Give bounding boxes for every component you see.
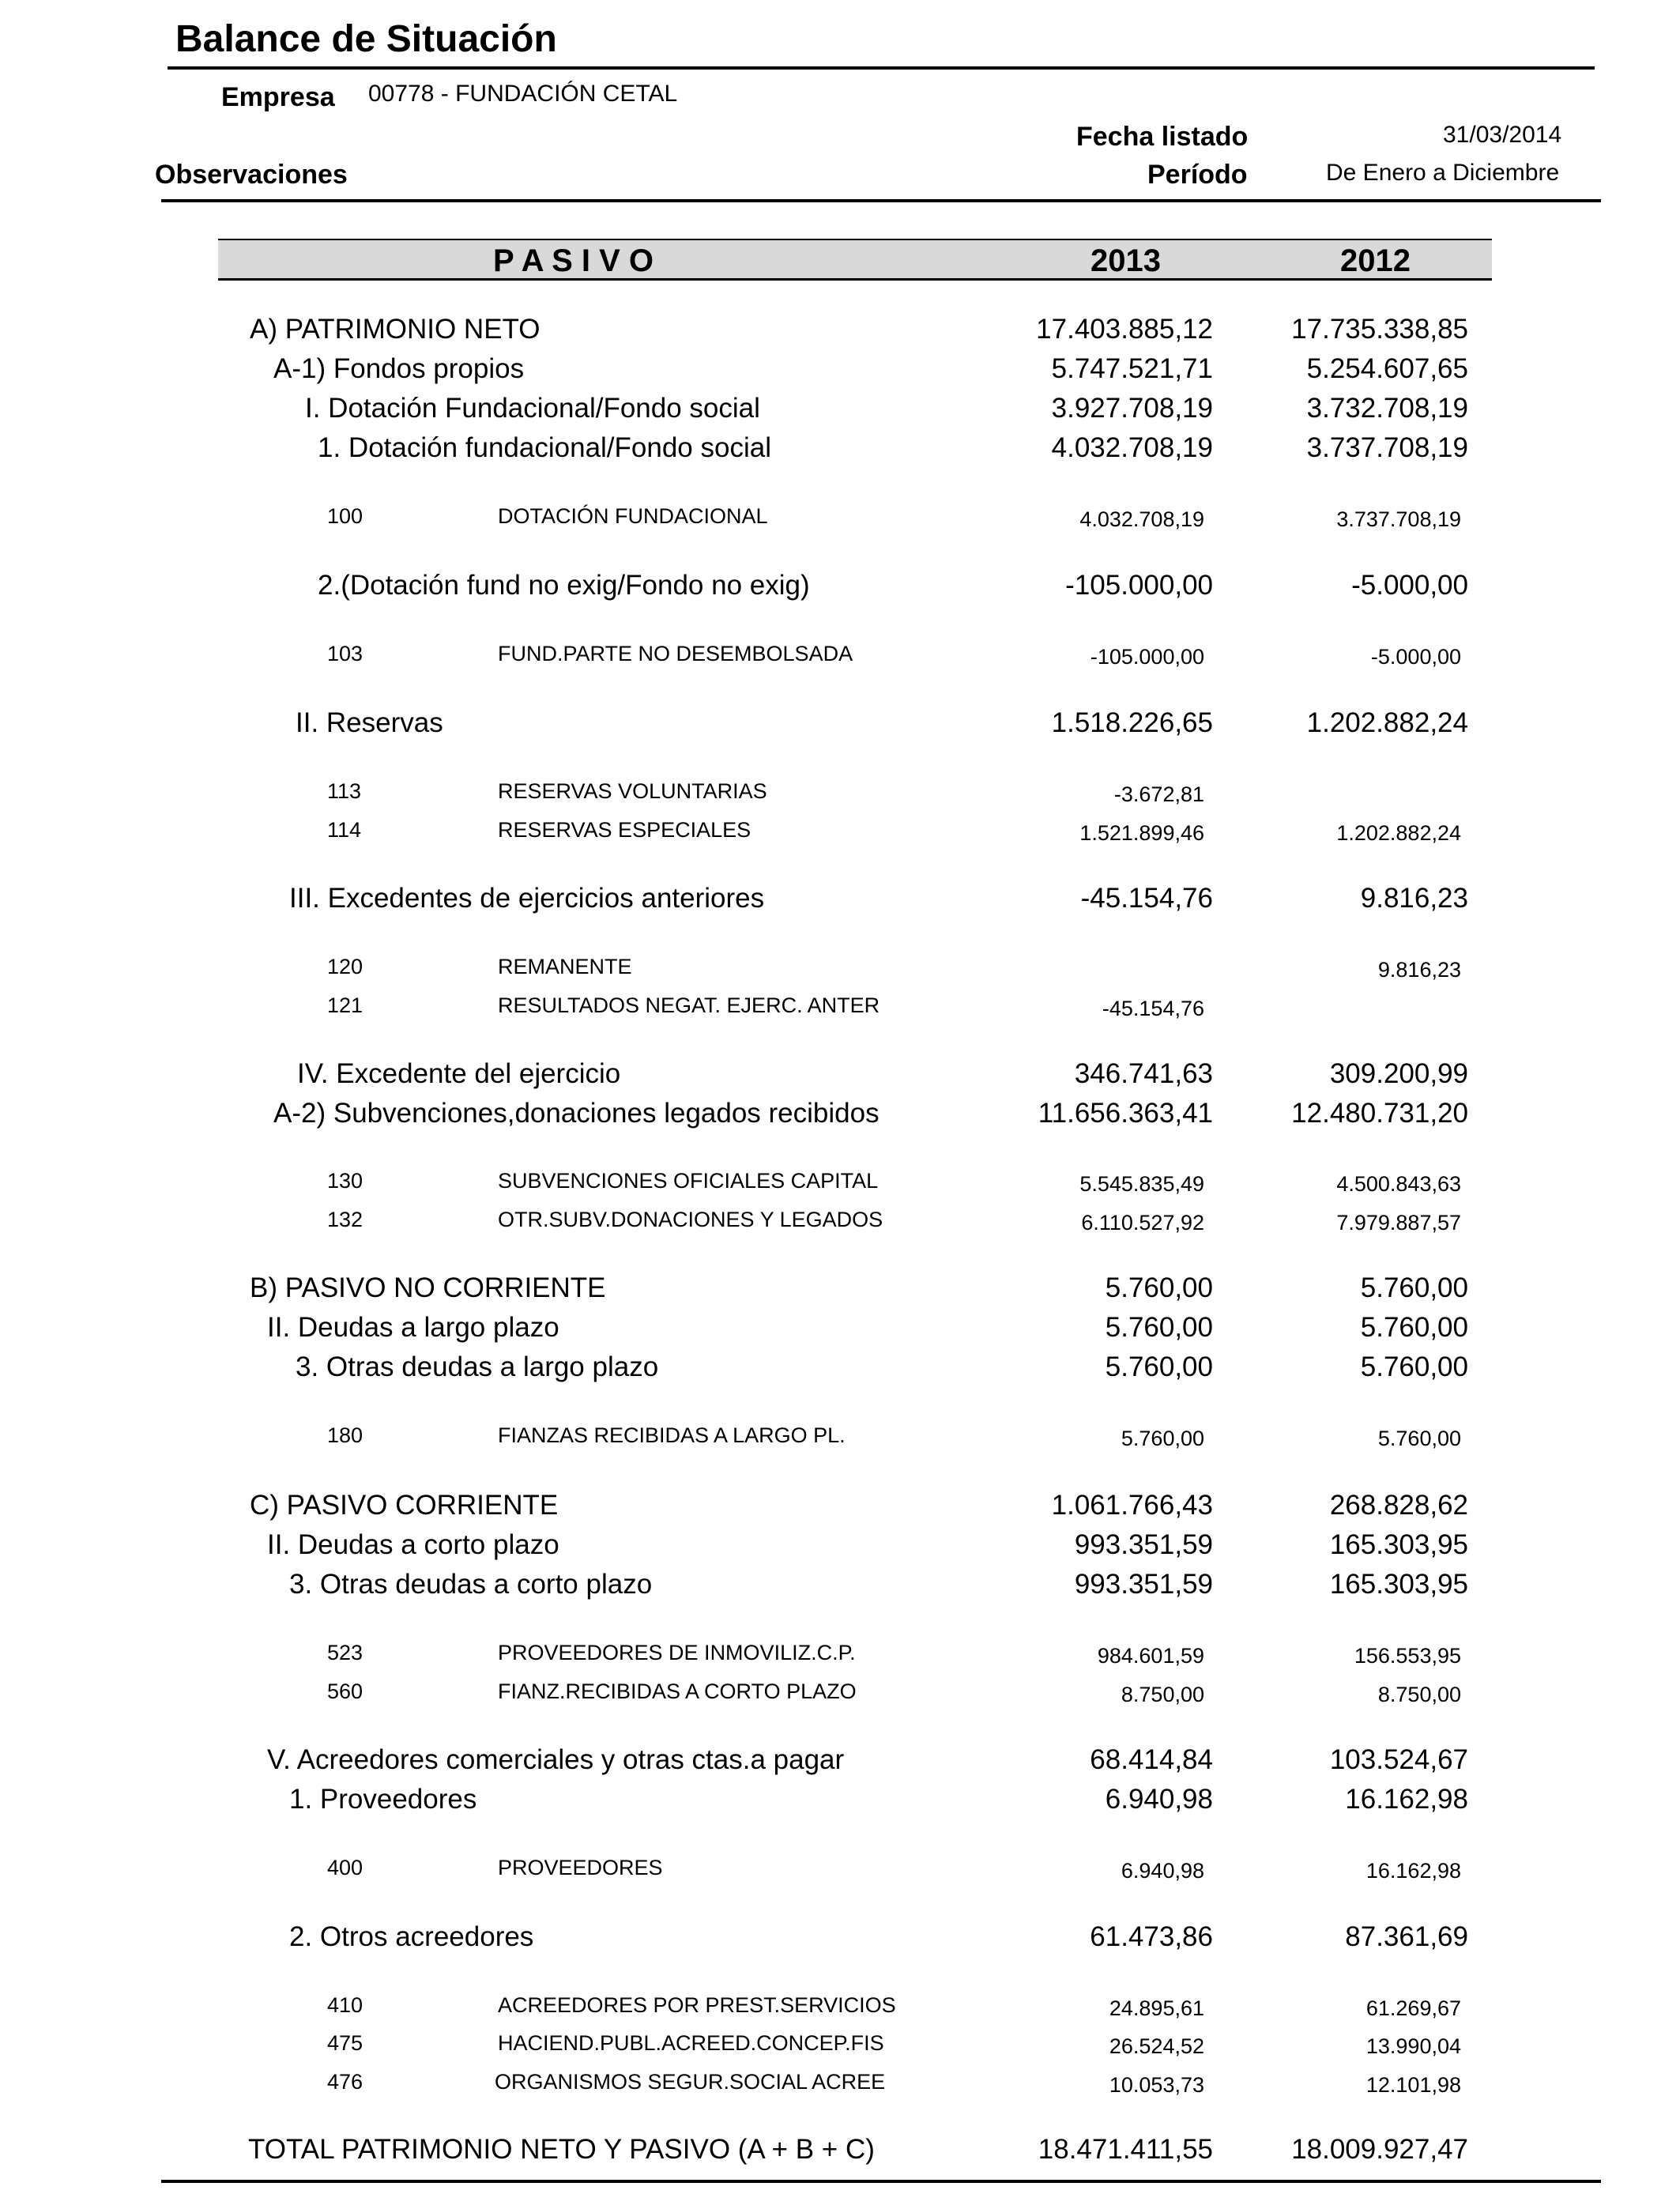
fecha-listado-value: 31/03/2014 xyxy=(1443,122,1562,148)
row-dotacion-fundacional xyxy=(0,393,1680,424)
row-value-2012: 1.202.882,24 xyxy=(1306,707,1468,738)
row-value-2012: 268.828,62 xyxy=(1329,1490,1468,1521)
title-rule xyxy=(168,66,1595,70)
row-label: C) PASIVO CORRIENTE xyxy=(250,1490,559,1521)
account-name: RESERVAS ESPECIALES xyxy=(498,818,751,842)
account-code: 476 xyxy=(327,2070,363,2094)
account-name: RESERVAS VOLUNTARIAS xyxy=(498,779,767,803)
row-value-2013: 346.741,63 xyxy=(1074,1058,1213,1089)
row-label: 3. Otras deudas a corto plazo xyxy=(289,1569,653,1600)
account-name: RESULTADOS NEGAT. EJERC. ANTER xyxy=(498,993,880,1017)
row-label: 1. Proveedores xyxy=(289,1784,477,1815)
detail-row xyxy=(0,2030,1680,2056)
row-value-2012: 309.200,99 xyxy=(1329,1058,1468,1089)
account-name: SUBVENCIONES OFICIALES CAPITAL xyxy=(498,1169,879,1193)
account-name: ORGANISMOS SEGUR.SOCIAL ACREE xyxy=(495,2070,886,2094)
detail-value-2013: -105.000,00 xyxy=(1090,645,1204,669)
account-name: ACREEDORES POR PREST.SERVICIOS xyxy=(498,1993,896,2017)
detail-row xyxy=(0,1168,1680,1196)
row-label: 2. Otros acreedores xyxy=(289,1921,534,1952)
row-dotacion-fondo-social xyxy=(0,432,1680,464)
row-value-2013: 68.414,84 xyxy=(1090,1744,1213,1775)
row-value-2013: -45.154,76 xyxy=(1080,883,1213,914)
detail-value-2013: 4.032.708,19 xyxy=(1079,507,1204,531)
detail-row xyxy=(0,993,1680,1018)
detail-value-2012: 5.760,00 xyxy=(1377,1427,1461,1450)
row-label: IV. Excedente del ejercicio xyxy=(297,1058,621,1089)
detail-value-2012: 4.500.843,63 xyxy=(1336,1172,1461,1196)
detail-value-2012: 1.202.882,24 xyxy=(1336,821,1461,845)
account-name: DOTACIÓN FUNDACIONAL xyxy=(498,504,768,528)
account-code: 132 xyxy=(327,1208,363,1231)
row-value-2012: 18.009.927,47 xyxy=(1291,2134,1468,2165)
row-excedente-ejercicio xyxy=(0,1058,1680,1090)
row-value-2012: 5.254.607,65 xyxy=(1306,353,1468,384)
band-bottom-rule xyxy=(218,278,1492,281)
detail-row xyxy=(0,1679,1680,1704)
account-name: PROVEEDORES DE INMOVILIZ.C.P. xyxy=(498,1641,856,1664)
row-value-2013: 3.927.708,19 xyxy=(1051,393,1213,424)
account-name: FIANZAS RECIBIDAS A LARGO PL. xyxy=(498,1423,846,1447)
detail-value-2013: -45.154,76 xyxy=(1102,997,1204,1020)
detail-row xyxy=(0,954,1680,982)
row-deudas-corto-plazo xyxy=(0,1529,1680,1561)
account-name: FUND.PARTE NO DESEMBOLSADA xyxy=(498,642,853,665)
row-value-2013: 5.747.521,71 xyxy=(1051,353,1213,384)
detail-value-2012: 8.750,00 xyxy=(1377,1683,1461,1706)
detail-value-2013: 6.110.527,92 xyxy=(1081,1211,1204,1235)
row-pasivo-corriente xyxy=(0,1490,1680,1521)
row-label: II. Deudas a largo plazo xyxy=(267,1312,559,1343)
empresa-value: 00778 - FUNDACIÓN CETAL xyxy=(368,81,678,107)
detail-value-2013: 6.940,98 xyxy=(1121,1859,1204,1883)
row-value-2013: 5.760,00 xyxy=(1105,1351,1213,1382)
account-code: 114 xyxy=(327,818,362,842)
account-code: 400 xyxy=(327,1856,363,1879)
row-value-2013: 4.032.708,19 xyxy=(1051,432,1213,463)
empresa-label: Empresa xyxy=(221,82,335,112)
account-name: OTR.SUBV.DONACIONES Y LEGADOS xyxy=(498,1208,883,1231)
row-otras-deudas-largo xyxy=(0,1351,1680,1383)
detail-value-2012: 3.737.708,19 xyxy=(1336,507,1461,531)
account-name: PROVEEDORES xyxy=(498,1856,663,1879)
detail-row xyxy=(0,1423,1680,1448)
detail-row xyxy=(0,817,1680,843)
account-name: HACIEND.PUBL.ACREED.CONCEP.FIS xyxy=(498,2031,884,2055)
row-value-2012: 103.524,67 xyxy=(1329,1744,1468,1775)
row-label: 1. Dotación fundacional/Fondo social xyxy=(318,432,771,463)
account-code: 560 xyxy=(327,1679,363,1703)
detail-value-2013: 1.521.899,46 xyxy=(1079,821,1204,845)
row-value-2012: 16.162,98 xyxy=(1345,1784,1468,1815)
account-code: 121 xyxy=(327,993,363,1017)
row-label: A) PATRIMONIO NETO xyxy=(250,314,541,345)
row-value-2013: 61.473,86 xyxy=(1090,1921,1213,1952)
header-rule xyxy=(161,199,1601,202)
row-value-2012: 5.760,00 xyxy=(1360,1351,1468,1382)
account-code: 120 xyxy=(327,955,363,978)
row-label: A-2) Subvenciones,donaciones legados recibidos xyxy=(273,1098,880,1129)
row-label: V. Acreedores comerciales y otras ctas.a pagar xyxy=(267,1744,845,1775)
detail-value-2013: 10.053,73 xyxy=(1109,2073,1204,2097)
row-excedentes-anteriores xyxy=(0,883,1680,914)
row-acreedores-comerciales xyxy=(0,1744,1680,1776)
row-reservas xyxy=(0,707,1680,739)
row-value-2012: 12.480.731,20 xyxy=(1291,1098,1468,1129)
detail-value-2012: 12.101,98 xyxy=(1365,2073,1461,2097)
row-label: TOTAL PATRIMONIO NETO Y PASIVO (A + B + C) xyxy=(248,2134,875,2165)
detail-row xyxy=(0,1992,1680,2018)
detail-value-2013: 5.545.835,49 xyxy=(1079,1172,1204,1196)
col-2012-heading: 2012 xyxy=(1340,243,1411,278)
detail-row xyxy=(0,778,1680,804)
row-value-2012: 5.760,00 xyxy=(1360,1272,1468,1303)
account-code: 113 xyxy=(327,779,362,803)
detail-value-2013: -3.672,81 xyxy=(1113,782,1204,806)
row-subvenciones xyxy=(0,1098,1680,1129)
row-value-2013: 993.351,59 xyxy=(1074,1529,1213,1560)
detail-row xyxy=(0,503,1680,529)
row-value-2012: 9.816,23 xyxy=(1360,883,1468,914)
row-value-2013: 5.760,00 xyxy=(1105,1272,1213,1303)
page-title: Balance de Situación xyxy=(175,18,557,60)
row-dotacion-no-exig xyxy=(0,570,1680,601)
periodo-value: De Enero a Diciembre xyxy=(1326,160,1560,186)
row-value-2012: 165.303,95 xyxy=(1329,1569,1468,1600)
account-code: 100 xyxy=(327,504,363,528)
detail-value-2012: 9.816,23 xyxy=(1377,958,1461,982)
detail-value-2012: 156.553,95 xyxy=(1354,1644,1461,1668)
detail-value-2013: 24.895,61 xyxy=(1109,1996,1204,2020)
detail-value-2012: 16.162,98 xyxy=(1365,1859,1461,1883)
account-code: 130 xyxy=(327,1169,363,1193)
row-value-2013: 11.656.363,41 xyxy=(1038,1098,1213,1129)
row-value-2012: 3.737.708,19 xyxy=(1306,432,1468,463)
row-value-2012: 165.303,95 xyxy=(1329,1529,1468,1560)
detail-row xyxy=(0,2069,1680,2097)
row-value-2012: 87.361,69 xyxy=(1345,1921,1468,1952)
account-name: REMANENTE xyxy=(498,955,632,978)
row-pasivo-no-corriente xyxy=(0,1272,1680,1304)
row-label: III. Excedentes de ejercicios anteriores xyxy=(289,883,765,914)
row-otros-acreedores xyxy=(0,1921,1680,1953)
row-value-2012: -5.000,00 xyxy=(1351,570,1468,601)
row-label: II. Deudas a corto plazo xyxy=(267,1529,559,1560)
band-top-rule xyxy=(218,239,1492,240)
detail-value-2012: 13.990,04 xyxy=(1365,2034,1461,2058)
detail-value-2013: 984.601,59 xyxy=(1097,1644,1204,1668)
detail-row xyxy=(0,1855,1680,1883)
pasivo-header-band xyxy=(218,239,1492,280)
row-label: 3. Otras deudas a largo plazo xyxy=(296,1351,659,1382)
pasivo-heading: P A S I V O xyxy=(493,243,654,278)
detail-value-2013: 5.760,00 xyxy=(1121,1427,1204,1450)
detail-value-2012: -5.000,00 xyxy=(1370,645,1461,669)
detail-value-2012: 7.979.887,57 xyxy=(1336,1211,1461,1235)
detail-value-2013: 8.750,00 xyxy=(1121,1683,1204,1706)
row-value-2013: 17.403.885,12 xyxy=(1036,314,1213,345)
detail-value-2012: 61.269,67 xyxy=(1365,1996,1461,2020)
observaciones-label: Observaciones xyxy=(155,160,348,190)
row-value-2013: 18.471.411,55 xyxy=(1038,2134,1213,2165)
row-patrimonio-neto xyxy=(0,314,1680,345)
row-label: I. Dotación Fundacional/Fondo social xyxy=(305,393,760,424)
footer-rule xyxy=(161,2180,1601,2183)
row-value-2012: 5.760,00 xyxy=(1360,1312,1468,1343)
detail-row xyxy=(0,1640,1680,1668)
row-fondos-propios xyxy=(0,353,1680,385)
row-value-2013: 5.760,00 xyxy=(1105,1312,1213,1343)
detail-row xyxy=(0,1207,1680,1235)
row-value-2013: 1.518.226,65 xyxy=(1051,707,1213,738)
row-proveedores xyxy=(0,1784,1680,1815)
account-name: FIANZ.RECIBIDAS A CORTO PLAZO xyxy=(498,1679,857,1703)
row-value-2013: 993.351,59 xyxy=(1074,1569,1213,1600)
row-value-2012: 3.732.708,19 xyxy=(1306,393,1468,424)
account-code: 523 xyxy=(327,1641,363,1664)
row-label: A-1) Fondos propios xyxy=(273,353,525,384)
col-2013-heading: 2013 xyxy=(1090,243,1161,278)
row-value-2013: -105.000,00 xyxy=(1065,570,1213,601)
detail-row xyxy=(0,641,1680,669)
row-value-2013: 6.940,98 xyxy=(1105,1784,1213,1815)
account-code: 103 xyxy=(327,642,363,665)
row-label: II. Reservas xyxy=(296,707,443,738)
account-code: 410 xyxy=(327,1993,363,2017)
row-value-2013: 1.061.766,43 xyxy=(1051,1490,1213,1521)
row-value-2012: 17.735.338,85 xyxy=(1291,314,1468,345)
detail-value-2013: 26.524,52 xyxy=(1109,2034,1204,2058)
row-label: 2.(Dotación fund no exig/Fondo no exig) xyxy=(318,570,810,601)
account-code: 475 xyxy=(327,2031,363,2055)
fecha-listado-label: Fecha listado xyxy=(1076,122,1249,152)
account-code: 180 xyxy=(327,1423,363,1447)
row-label: B) PASIVO NO CORRIENTE xyxy=(250,1272,606,1303)
row-total-patrimonio-pasivo xyxy=(0,2134,1680,2166)
row-otras-deudas-corto xyxy=(0,1569,1680,1600)
periodo-label: Período xyxy=(1147,160,1248,190)
row-deudas-largo-plazo xyxy=(0,1312,1680,1344)
